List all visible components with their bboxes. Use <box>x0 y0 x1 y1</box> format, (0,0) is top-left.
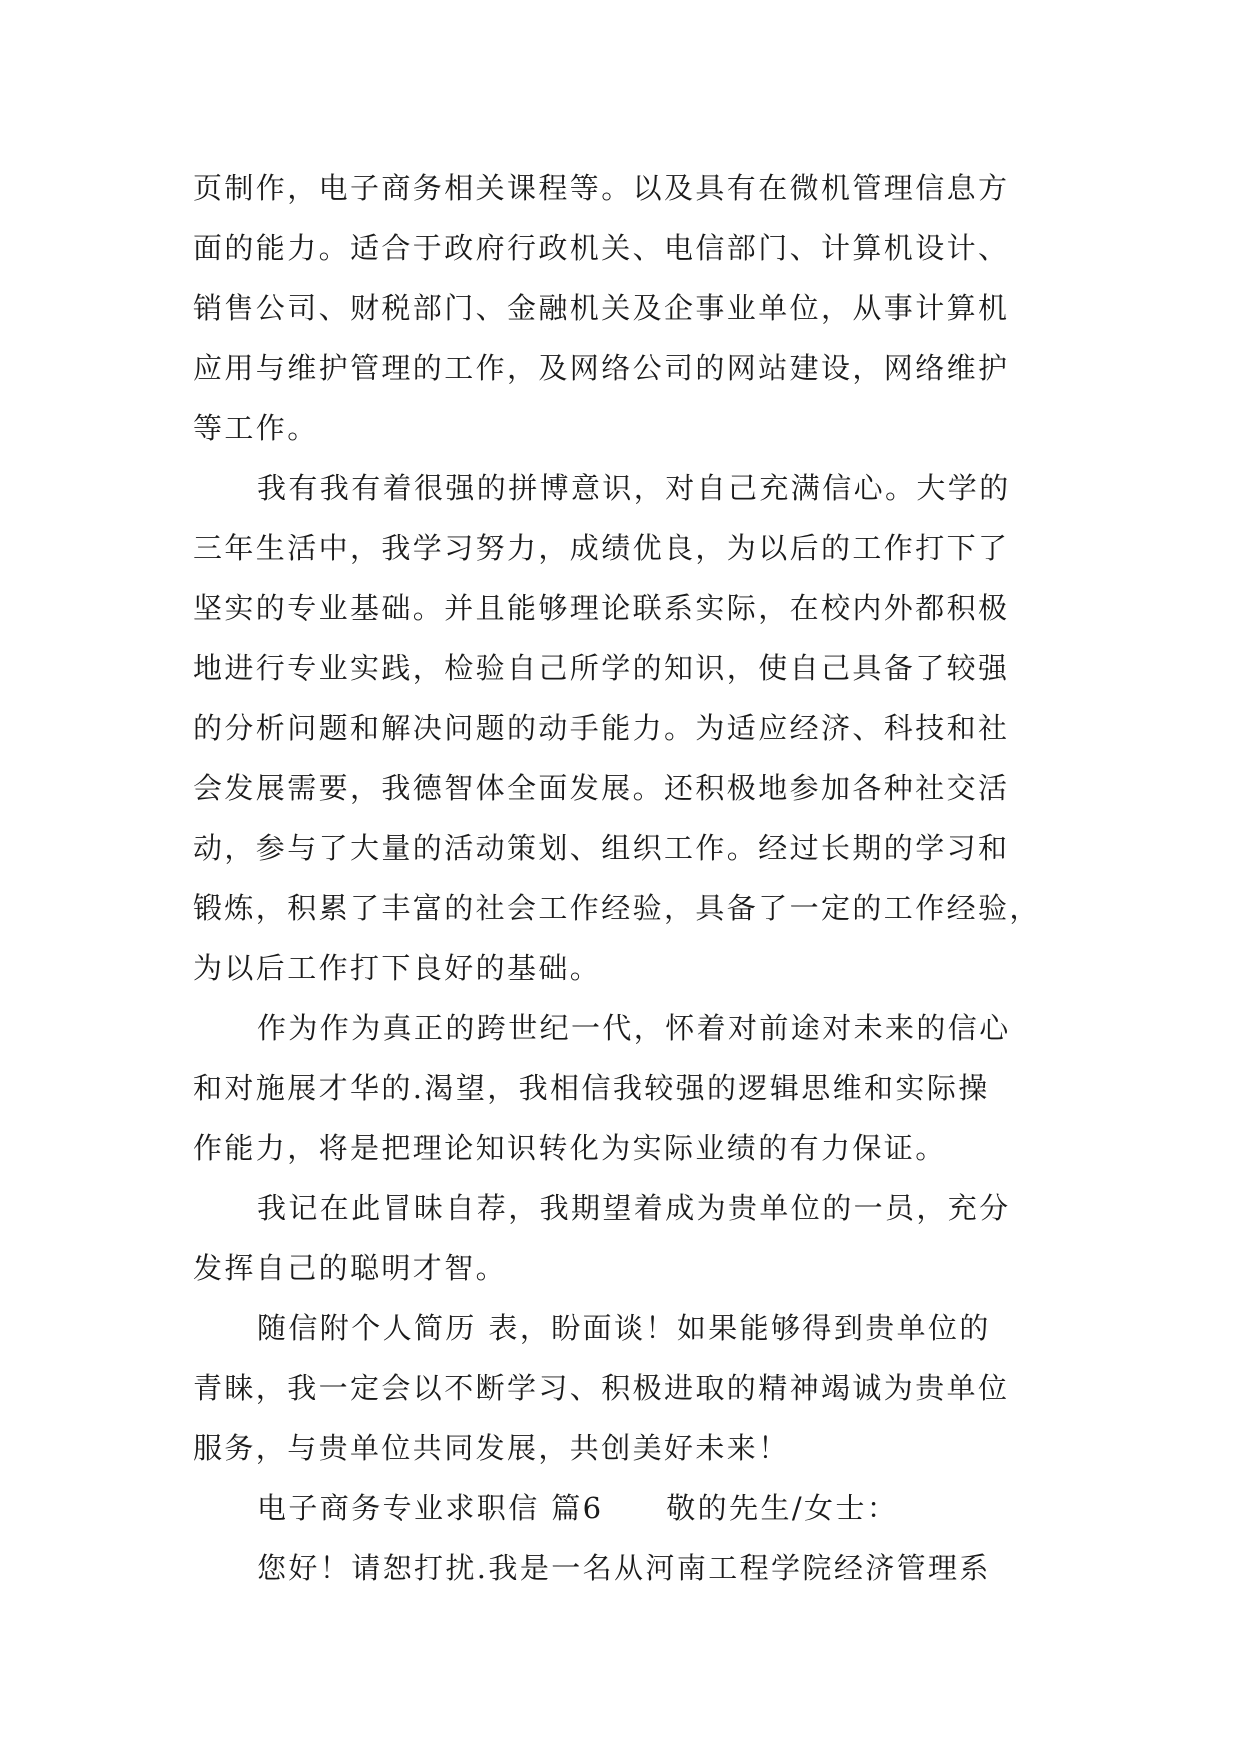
text-line: 等工作。 <box>193 411 319 445</box>
text-line: 为以后工作打下良好的基础。 <box>193 951 602 985</box>
text-line: 销售公司、财税部门、金融机关及企事业单位，从事计算机 <box>193 291 1010 325</box>
text-line: 发挥自己的聪明才智。 <box>193 1251 508 1285</box>
text-line: 的分析问题和解决问题的动手能力。为适应经济、科技和社 <box>193 711 1010 745</box>
text-line: 服务，与贵单位共同发展，共创美好未来！ <box>193 1431 790 1465</box>
text-line: 地进行专业实践，检验自己所学的知识，使自己具备了较强 <box>193 651 1010 685</box>
text-line: 三年生活中，我学习努力，成绩优良，为以后的工作打下了 <box>193 531 1010 565</box>
paragraph-start-line: 随信附个人简历 表，盼面谈！如果能够得到贵单位的 <box>257 1311 991 1345</box>
paragraph-start-line: 您好！请恕打扰.我是一名从河南工程学院经济管理系 <box>257 1551 991 1585</box>
text-line: 坚实的专业基础。并且能够理论联系实际，在校内外都积极 <box>193 591 1010 625</box>
text-line: 青睐，我一定会以不断学习、积极进取的精神竭诚为贵单位 <box>193 1371 1010 1405</box>
text-line: 作能力，将是把理论知识转化为实际业绩的有力保证。 <box>193 1131 947 1165</box>
text-line: 应用与维护管理的工作，及网络公司的网站建设，网络维护 <box>193 351 1010 385</box>
text-line: 页制作，电子商务相关课程等。以及具有在微机管理信息方 <box>193 171 1010 205</box>
paragraph-start-line: 我记在此冒昧自荐，我期望着成为贵单位的一员，充分 <box>257 1191 1011 1225</box>
text-line: 锻炼，积累了丰富的社会工作经验，具备了一定的工作经验， <box>193 891 1041 925</box>
paragraph-start-line: 我有我有着很强的拼博意识，对自己充满信心。大学的 <box>257 471 1011 505</box>
document-body <box>193 158 1068 1598</box>
text-line: 会发展需要，我德智体全面发展。还积极地参加各种社交活 <box>193 771 1010 805</box>
text-line: 动，参与了大量的活动策划、组织工作。经过长期的学习和 <box>193 831 1010 865</box>
section-heading-line: 电子商务专业求职信 篇6 敬的先生/女士： <box>257 1491 899 1525</box>
text-line: 面的能力。适合于政府行政机关、电信部门、计算机设计、 <box>193 231 1010 265</box>
text-line: 和对施展才华的.渴望，我相信我较强的逻辑思维和实际操 <box>193 1071 990 1105</box>
paragraph-start-line: 作为作为真正的跨世纪一代，怀着对前途对未来的信心 <box>257 1011 1011 1045</box>
